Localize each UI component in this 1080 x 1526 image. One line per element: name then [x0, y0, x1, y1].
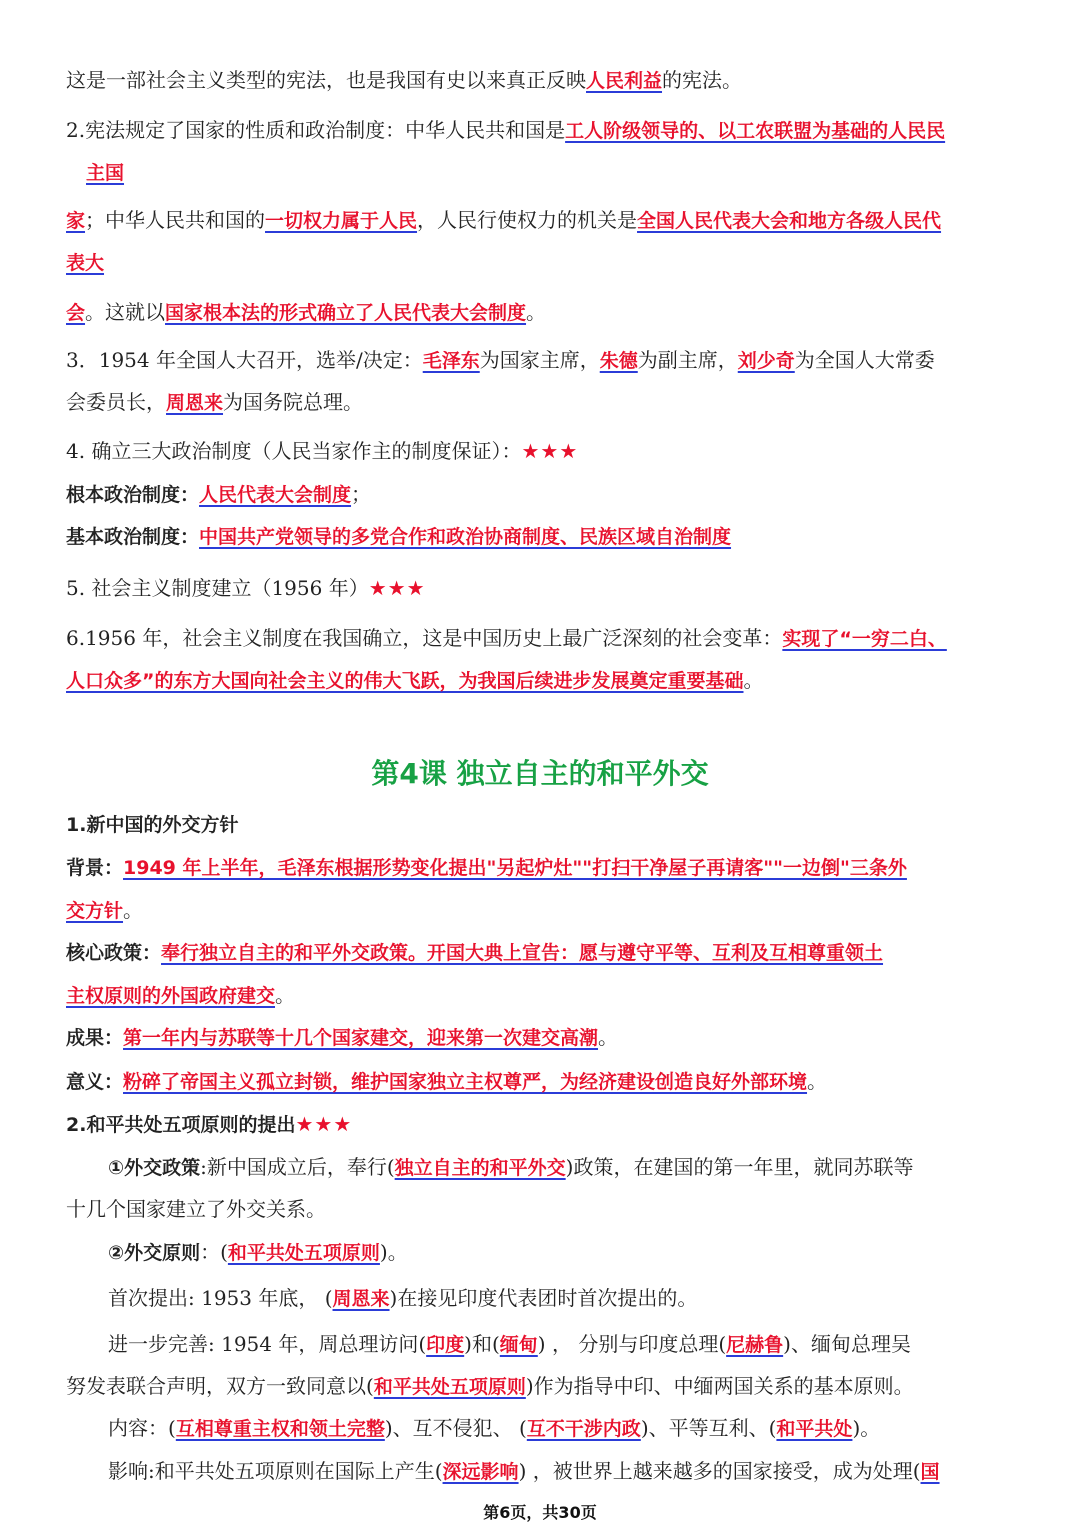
text: )。: [852, 1416, 881, 1440]
paragraph-line: [108, 1153, 913, 1182]
paragraph-line: [66, 666, 764, 695]
text: ：(: [200, 1240, 228, 1264]
key-answer: 刘少奇: [737, 350, 795, 372]
text: 这是一部社会主义类型的宪法，也是我国有史以来真正反映: [66, 68, 586, 92]
label: 意义：: [66, 1071, 124, 1093]
paragraph-line: [66, 896, 143, 925]
text: 为国家主席，: [479, 348, 600, 372]
paragraph-line: [66, 116, 945, 145]
paragraph-line: [66, 1023, 618, 1052]
paragraph-line: [108, 1457, 940, 1486]
paragraph-line: [66, 298, 546, 327]
text: ；: [351, 482, 372, 506]
lesson-title: 第4课 独立自主的和平外交: [371, 757, 709, 790]
text: 2.宪法规定了国家的性质和政治制度：中华人民共和国是: [66, 118, 566, 142]
key-answer: 粉碎了帝国主义孤立封锁，维护国家独立主权尊严，为经济建设创造良好外部环境: [123, 1071, 808, 1093]
text: 。: [807, 1069, 828, 1093]
key-answer: 深远影响: [442, 1461, 519, 1483]
key-answer: 全国人民代表大会和地方各级人民代: [637, 210, 942, 232]
text: 努发表联合声明，双方一致同意以(: [66, 1374, 374, 1398]
text: )、缅甸总理吴: [783, 1332, 911, 1356]
key-answer: 第一年内与苏联等十几个国家建交，迎来第一次建交高潮: [123, 1027, 599, 1049]
paragraph-line: [66, 1067, 827, 1096]
key-answer: 表大: [66, 252, 105, 274]
text: 4. 确立三大政治制度（人民当家作主的制度保证）：: [66, 439, 522, 463]
paragraph-line: [108, 1284, 697, 1313]
key-answer: 人口众多”的东方大国向社会主义的伟大飞跃，为我国后续进步发展奠定重要基础: [66, 670, 744, 692]
paragraph-line: [66, 938, 883, 967]
paragraph-line: [66, 981, 295, 1010]
key-answer: 和平共处五项原则: [227, 1242, 380, 1264]
section-heading: [66, 1110, 352, 1139]
key-answer: 和平共处: [776, 1418, 853, 1440]
text: 。这就以: [85, 300, 166, 324]
paragraph-line: [66, 66, 742, 95]
paragraph-line: [66, 1372, 914, 1401]
paragraph-line: [86, 158, 124, 187]
text: 影响:和平共处五项原则在国际上产生(: [108, 1459, 443, 1483]
text: ；中华人民共和国的: [85, 208, 266, 232]
text: )、平等互利、(: [640, 1416, 777, 1440]
star-rating-icon: ★★★: [295, 1112, 353, 1136]
text: 为副主席，: [637, 348, 738, 372]
paragraph-line: [66, 522, 731, 551]
key-answer: 人民利益: [586, 70, 663, 92]
key-answer: 奉行独立自主的和平外交政策。开国大典上宣告：愿与遵守平等、互利及互相尊重领土: [161, 942, 884, 964]
key-answer: 独立自主的和平外交: [394, 1157, 566, 1179]
text: 首次提出: 1953 年底， (: [108, 1286, 333, 1310]
text: 。: [526, 300, 547, 324]
text: )和(: [464, 1332, 500, 1356]
text: ) ， 分别与印度总理(: [537, 1332, 727, 1356]
star-rating-icon: ★★★: [521, 439, 579, 463]
key-answer: 周恩来: [332, 1288, 390, 1310]
key-answer: 中国共产党领导的多党合作和政治协商制度、民族区域自治制度: [199, 526, 732, 548]
text: 。: [123, 898, 144, 922]
key-answer: 主国: [86, 162, 125, 184]
text: )在接见印度代表团时首次提出的。: [389, 1286, 698, 1310]
text: :新中国成立后，奉行(: [200, 1155, 395, 1179]
paragraph-line: [108, 1330, 911, 1359]
text: 为全国人大常委: [794, 348, 935, 372]
paragraph-line: [108, 1238, 408, 1267]
key-answer: 尼赫鲁: [726, 1334, 784, 1356]
key-answer: 印度: [426, 1334, 465, 1356]
key-answer: 周恩来: [166, 392, 224, 414]
text: 6.1956 年，社会主义制度在我国确立，这是中国历史上最广泛深刻的社会变革：: [66, 626, 783, 650]
text: 内容：(: [108, 1416, 176, 1440]
key-answer: 会: [66, 302, 86, 324]
text: 十几个国家建立了外交关系。: [66, 1197, 326, 1221]
label: 基本政治制度：: [66, 526, 200, 548]
label: 根本政治制度：: [66, 484, 200, 506]
key-answer: 互相尊重主权和领土完整: [175, 1418, 385, 1440]
label: ①外交政策: [108, 1157, 201, 1179]
label: 背景：: [66, 857, 124, 879]
page-number: 第6页，共30页: [483, 1503, 597, 1522]
key-answer: 实现了“一穷二白、: [782, 628, 947, 650]
text: 会委员长，: [66, 390, 166, 414]
key-answer: 交方针: [66, 900, 124, 922]
key-answer: 主权原则的外国政府建交: [66, 985, 276, 1007]
key-answer: 一切权力属于人民: [265, 210, 418, 232]
star-rating-icon: ★★★: [368, 576, 426, 600]
text: 为国务院总理。: [223, 390, 364, 414]
section-heading: [66, 810, 238, 839]
paragraph-line: [66, 574, 426, 602]
text: )政策，在建国的第一年里，就同苏联等: [565, 1155, 914, 1179]
key-answer: 和平共处五项原则: [373, 1376, 526, 1398]
key-answer: 毛泽东: [422, 350, 480, 372]
text: 进一步完善: 1954 年，周总理访问(: [108, 1332, 427, 1356]
key-answer: 工人阶级领导的、以工农联盟为基础的人民民: [565, 120, 946, 142]
text: ) ，被世界上越来越多的国家接受，成为处理(: [518, 1459, 921, 1483]
text: ，人民行使权力的机关是: [417, 208, 638, 232]
paragraph-line: [66, 853, 907, 882]
key-answer: 人民代表大会制度: [199, 484, 352, 506]
text: )作为指导中印、中缅两国关系的基本原则。: [525, 1374, 914, 1398]
key-answer: 缅甸: [499, 1334, 538, 1356]
text: 3．1954 年全国人大召开，选举/决定：: [66, 348, 423, 372]
heading-text: 1.新中国的外交方针: [66, 814, 239, 836]
paragraph-line: [66, 480, 371, 509]
text: 的宪法。: [662, 68, 743, 92]
paragraph-line: [66, 388, 363, 417]
text: 5. 社会主义制度建立（1956 年）: [66, 576, 369, 600]
paragraph-line: [66, 206, 941, 235]
text: 。: [743, 668, 764, 692]
label: ②外交原则: [108, 1242, 201, 1264]
paragraph-line: [66, 624, 947, 653]
key-answer: 国家根本法的形式确立了人民代表大会制度: [165, 302, 527, 324]
text: )。: [379, 1240, 408, 1264]
heading-text: 2.和平共处五项原则的提出: [66, 1114, 296, 1136]
paragraph-line: [66, 346, 935, 375]
text: )、互不侵犯、 (: [384, 1416, 527, 1440]
paragraph-line: [66, 1195, 326, 1223]
label: 核心政策：: [66, 942, 162, 964]
text: 。: [598, 1025, 619, 1049]
paragraph-line: [66, 248, 104, 277]
key-answer: 国: [920, 1461, 940, 1483]
label: 成果：: [66, 1027, 124, 1049]
key-answer: 家: [66, 210, 86, 232]
key-answer: 互不干涉内政: [526, 1418, 641, 1440]
paragraph-line: [66, 437, 578, 465]
key-answer: 1949 年上半年，毛泽东根据形势变化提出"另起炉灶""打扫干净屋子再请客""一边倒"三条外: [123, 857, 907, 879]
paragraph-line: [108, 1414, 880, 1443]
key-answer: 朱德: [599, 350, 638, 372]
text: 。: [275, 983, 296, 1007]
